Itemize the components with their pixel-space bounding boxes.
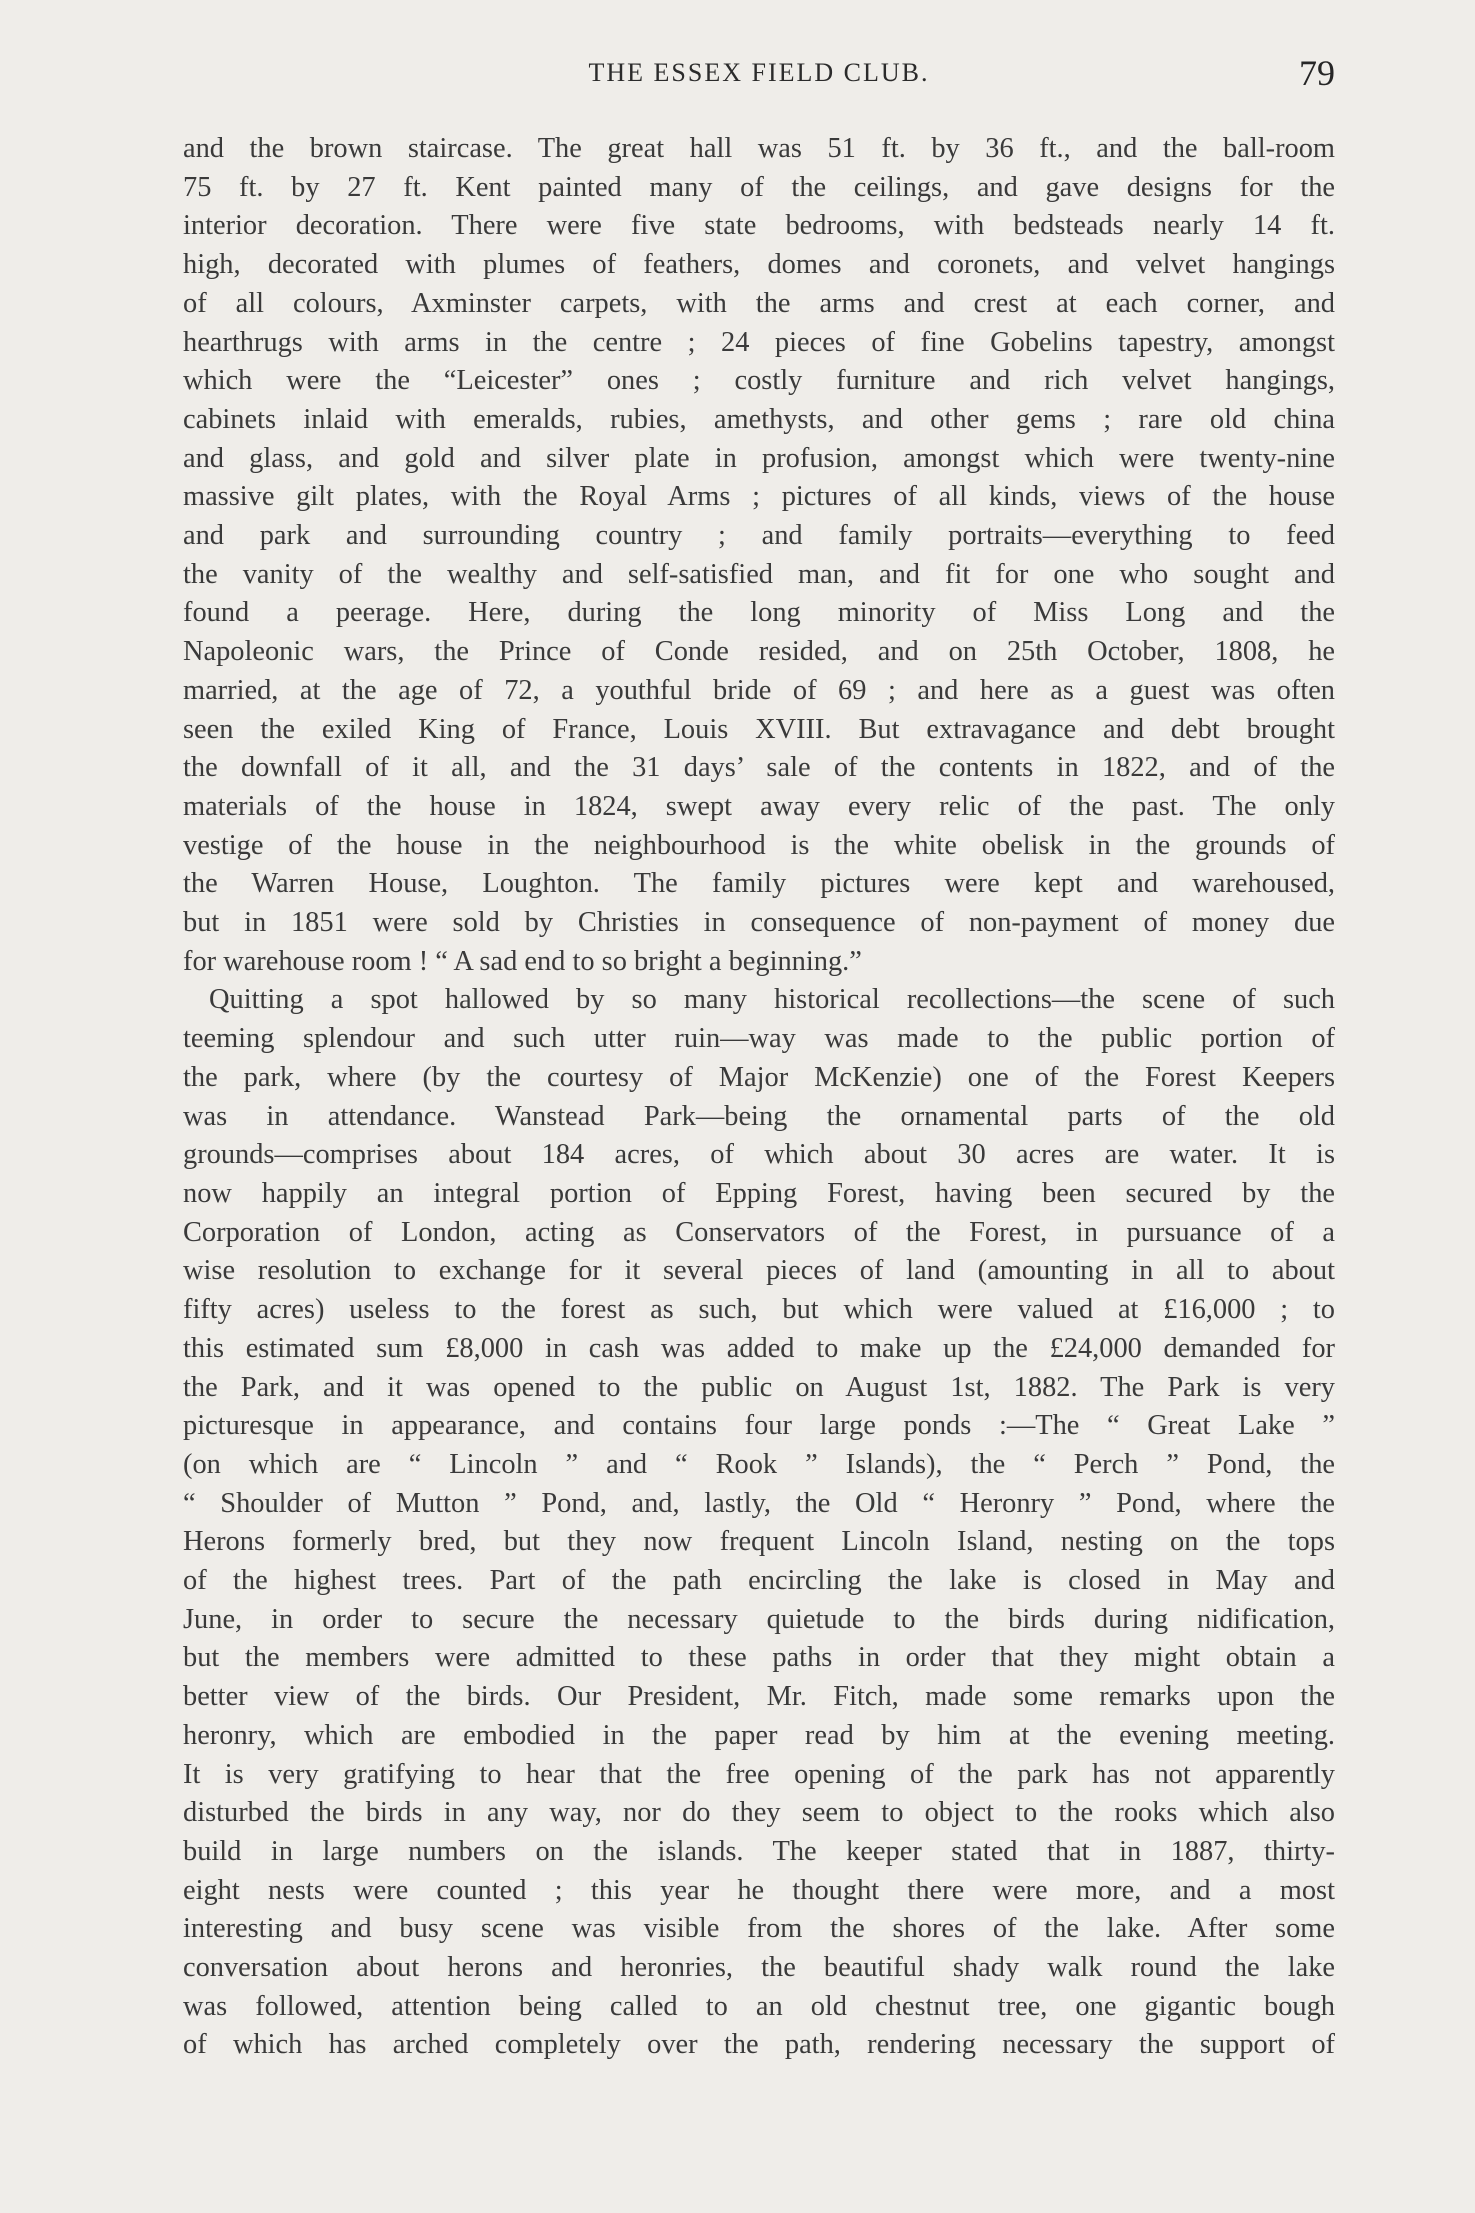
text-line: grounds—comprises about 184 acres, of which about 30 acres are water. It is	[183, 1139, 1335, 1171]
text-line: Napoleonic wars, the Prince of Conde resided, and on 25th October, 1808, he	[183, 636, 1335, 668]
text-line: this estimated sum £8,000 in cash was added to make up the £24,000 demanded for	[183, 1332, 1335, 1364]
text-line: of all colours, Axminster carpets, with the arms and crest at each corner, and	[183, 287, 1335, 319]
text-line: and park and surrounding country ; and family portraits—everything to feed	[183, 520, 1335, 552]
text-line: the vanity of the wealthy and self-satisfied man, and fit for one who sought and	[183, 558, 1335, 590]
text-line: which were the “Leicester” ones ; costly furniture and rich velvet hangings,	[183, 365, 1335, 397]
text-line: Herons formerly bred, but they now frequent Lincoln Island, nesting on the tops	[183, 1526, 1335, 1558]
text-line: but the members were admitted to these paths in order that they might obtain a	[183, 1642, 1335, 1674]
text-line: interior decoration. There were five state bedrooms, with bedsteads nearly 14 ft.	[183, 210, 1335, 242]
text-line: fifty acres) useless to the forest as such, but which were valued at £16,000 ; to	[183, 1294, 1335, 1326]
text-line: conversation about herons and heronries, the beautiful shady walk round the lake	[183, 1952, 1335, 1984]
page-header	[183, 52, 1335, 112]
text-line: interesting and busy scene was visible from the shores of the lake. After some	[183, 1913, 1335, 1945]
text-line: the downfall of it all, and the 31 days’ sale of the contents in 1822, and of the	[183, 752, 1335, 784]
text-line: wise resolution to exchange for it several pieces of land (amounting in all to about	[183, 1255, 1335, 1287]
text-line: eight nests were counted ; this year he thought there were more, and a most	[183, 1874, 1335, 1906]
text-line: the Park, and it was opened to the public on August 1st, 1882. The Park is very	[183, 1371, 1335, 1403]
text-line: was followed, attention being called to an old chestnut tree, one gigantic bough	[183, 1990, 1335, 2022]
text-line: of which has arched completely over the path, rendering necessary the support of	[183, 2029, 1335, 2061]
text-line: better view of the birds. Our President, Mr. Fitch, made some remarks upon the	[183, 1681, 1335, 1713]
text-line: and glass, and gold and silver plate in profusion, amongst which were twenty-nine	[183, 442, 1335, 474]
text-line: build in large numbers on the islands. The keeper stated that in 1887, thirty-	[183, 1835, 1335, 1867]
text-line: the park, where (by the courtesy of Major McKenzie) one of the Forest Keepers	[183, 1061, 1335, 1093]
text-line: “ Shoulder of Mutton ” Pond, and, lastly, the Old “ Heronry ” Pond, where the	[183, 1487, 1335, 1519]
text-line: the Warren House, Loughton. The family pictures were kept and warehoused,	[183, 868, 1335, 900]
text-line: married, at the age of 72, a youthful bride of 69 ; and here as a guest was often	[183, 674, 1335, 706]
text-line: cabinets inlaid with emeralds, rubies, amethysts, and other gems ; rare old china	[183, 403, 1335, 435]
text-line: (on which are “ Lincoln ” and “ Rook ” Islands), the “ Perch ” Pond, the	[183, 1448, 1335, 1480]
text-line: was in attendance. Wanstead Park—being the ornamental parts of the old	[183, 1100, 1335, 1132]
text-line: teeming splendour and such utter ruin—way was made to the public portion of	[183, 1023, 1335, 1055]
text-line: picturesque in appearance, and contains four large ponds :—The “ Great Lake ”	[183, 1410, 1335, 1442]
text-line: now happily an integral portion of Epping Forest, having been secured by the	[183, 1177, 1335, 1209]
text-line: but in 1851 were sold by Christies in consequence of non-payment of money due	[183, 907, 1335, 939]
text-line: 75 ft. by 27 ft. Kent painted many of the ceilings, and gave designs for the	[183, 171, 1335, 203]
text-line: Quitting a spot hallowed by so many historical recollections—the scene of such	[209, 984, 1335, 1016]
text-line: heronry, which are embodied in the paper read by him at the evening meeting.	[183, 1719, 1335, 1751]
text-line: massive gilt plates, with the Royal Arms ; pictures of all kinds, views of the house	[183, 481, 1335, 513]
body-text	[183, 130, 1335, 2065]
text-line: materials of the house in 1824, swept away every relic of the past. The only	[183, 790, 1335, 822]
running-title: THE ESSEX FIELD CLUB.	[588, 58, 930, 87]
text-line: disturbed the birds in any way, nor do they seem to object to the rooks which also	[183, 1797, 1335, 1829]
text-line: high, decorated with plumes of feathers, domes and coronets, and velvet hangings	[183, 249, 1335, 281]
text-line: of the highest trees. Part of the path encircling the lake is closed in May and	[183, 1565, 1335, 1597]
text-line: found a peerage. Here, during the long minority of Miss Long and the	[183, 597, 1335, 629]
text-line: Corporation of London, acting as Conservators of the Forest, in pursuance of a	[183, 1216, 1335, 1248]
text-line: It is very gratifying to hear that the free opening of the park has not apparently	[183, 1758, 1335, 1790]
page-number: 79	[1299, 53, 1335, 93]
text-line: seen the exiled King of France, Louis XVIII. But extravagance and debt brought	[183, 713, 1335, 745]
text-line: June, in order to secure the necessary quietude to the birds during nidification,	[183, 1603, 1335, 1635]
text-line: hearthrugs with arms in the centre ; 24 pieces of fine Gobelins tapestry, amongst	[183, 326, 1335, 358]
text-line: and the brown staircase. The great hall was 51 ft. by 36 ft., and the ball-room	[183, 133, 1335, 164]
text-line: for warehouse room ! “ A sad end to so bright a beginning.”	[183, 945, 862, 977]
text-line: vestige of the house in the neighbourhood is the white obelisk in the grounds of	[183, 829, 1335, 861]
